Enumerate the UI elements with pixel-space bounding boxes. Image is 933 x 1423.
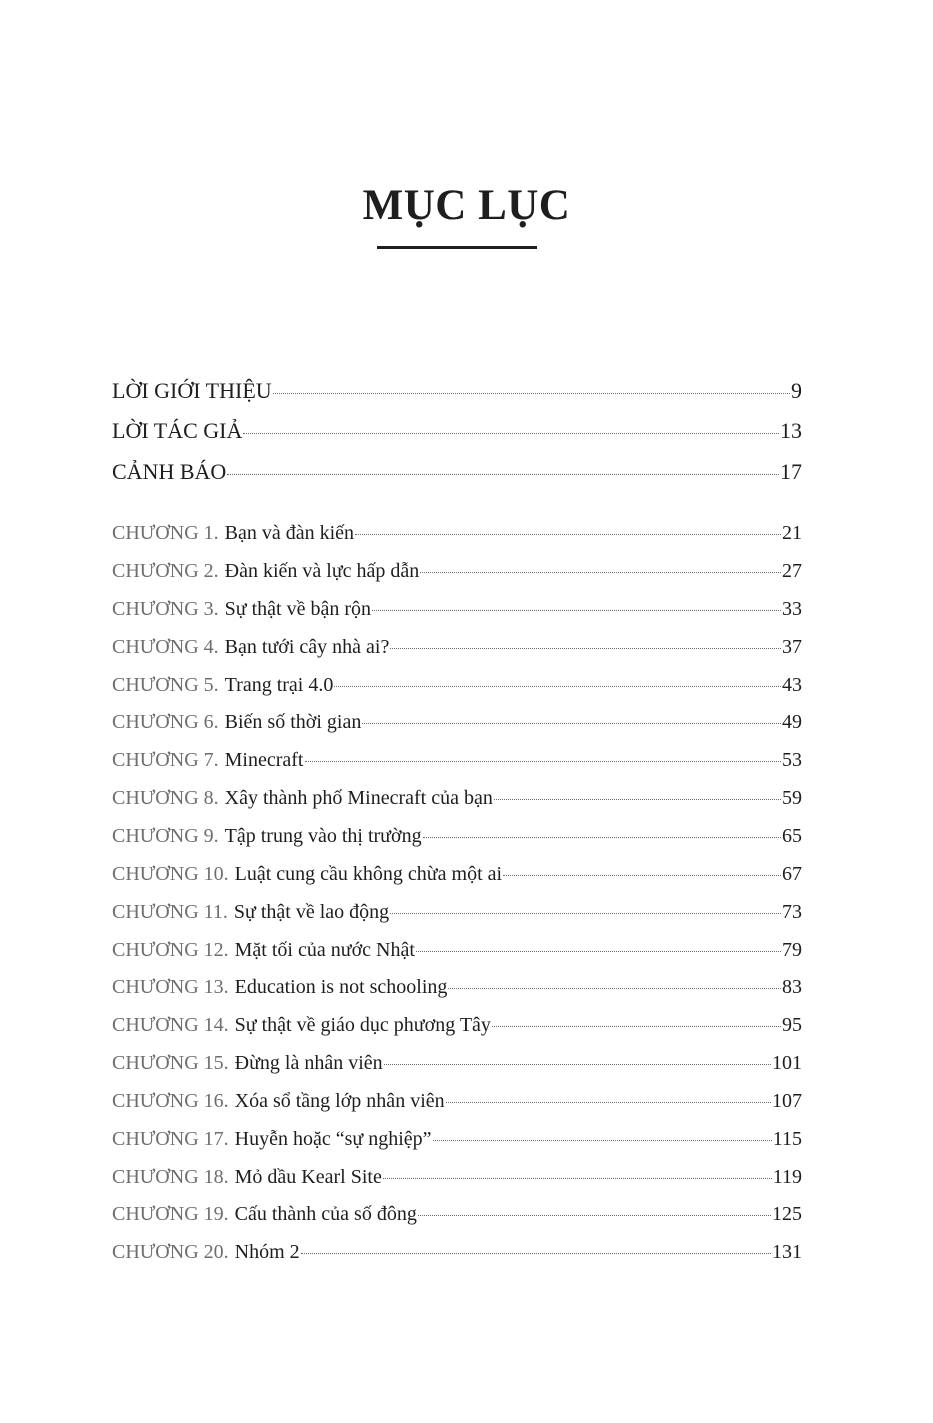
chapter-title: Đừng là nhân viên [234, 1052, 383, 1074]
page-number: 43 [782, 674, 802, 696]
toc-entry-introduction[interactable] [112, 375, 802, 407]
chapter-number: CHƯƠNG 15. [112, 1052, 229, 1074]
dot-leader [355, 534, 781, 535]
entry-title: LỜI GIỚI THIỆU [112, 378, 272, 403]
toc-entry-chapter-20[interactable] [112, 1237, 802, 1267]
chapter-title: Sự thật về giáo dục phương Tây [234, 1014, 491, 1036]
chapter-title: Luật cung cầu không chừa một ai [234, 863, 503, 885]
toc-entry-chapter-1[interactable] [112, 518, 802, 548]
chapter-number: CHƯƠNG 9. [112, 825, 219, 847]
chapter-number: CHƯƠNG 5. [112, 674, 219, 696]
chapter-title: Mỏ dầu Kearl Site [234, 1166, 382, 1188]
page-number: 67 [782, 863, 802, 885]
entry-title: LỜI TÁC GIẢ [112, 418, 243, 443]
toc-entry-chapter-14[interactable] [112, 1010, 802, 1040]
toc-entry-chapter-17[interactable] [112, 1124, 802, 1154]
chapter-title: Minecraft [224, 749, 304, 771]
chapter-title: Cấu thành của số đông [234, 1203, 417, 1225]
page-title: MỤC LỤC [362, 182, 571, 229]
page-number: 13 [780, 418, 802, 443]
page-number: 21 [782, 522, 802, 544]
page-number: 131 [772, 1241, 802, 1263]
chapter-title: Trang trại 4.0 [224, 674, 334, 696]
page-number: 79 [782, 939, 802, 961]
chapter-number: CHƯƠNG 16. [112, 1090, 229, 1112]
toc-entry-chapter-3[interactable] [112, 594, 802, 624]
chapter-number: CHƯƠNG 11. [112, 901, 228, 923]
chapter-number: CHƯƠNG 20. [112, 1241, 229, 1263]
dot-leader [423, 837, 781, 838]
chapter-number: CHƯƠNG 6. [112, 711, 219, 733]
chapter-title: Xây thành phố Minecraft của bạn [224, 787, 493, 809]
chapter-number: CHƯƠNG 1. [112, 522, 219, 544]
page-number: 73 [782, 901, 802, 923]
chapter-number: CHƯƠNG 7. [112, 749, 219, 771]
entry-title: CẢNH BÁO [112, 459, 227, 484]
dot-leader [420, 572, 781, 573]
toc-entry-warning[interactable] [112, 456, 802, 488]
page-number: 119 [772, 1166, 802, 1188]
dot-leader [492, 1026, 781, 1027]
dot-leader [383, 1178, 772, 1179]
chapter-number: CHƯƠNG 17. [112, 1128, 229, 1150]
toc-entry-chapter-8[interactable] [112, 783, 802, 813]
page-number: 115 [772, 1128, 802, 1150]
toc-entry-chapter-12[interactable] [112, 935, 802, 965]
toc-entry-chapter-11[interactable] [112, 897, 802, 927]
page-number: 83 [782, 976, 802, 998]
toc-entry-chapter-4[interactable] [112, 632, 802, 662]
toc-entry-chapter-19[interactable] [112, 1199, 802, 1229]
chapter-number: CHƯƠNG 4. [112, 636, 219, 658]
dot-leader [433, 1140, 772, 1141]
chapter-number: CHƯƠNG 12. [112, 939, 229, 961]
toc-entry-chapter-18[interactable] [112, 1162, 802, 1192]
chapter-title: Biến số thời gian [224, 711, 362, 733]
dot-leader [390, 913, 781, 914]
page-number: 65 [782, 825, 802, 847]
chapter-title: Sự thật về bận rộn [224, 598, 372, 620]
toc-entry-chapter-10[interactable] [112, 859, 802, 889]
title-underline [377, 246, 537, 249]
page-number: 125 [772, 1203, 802, 1225]
chapter-number: CHƯƠNG 3. [112, 598, 219, 620]
dot-leader [494, 799, 781, 800]
dot-leader [243, 433, 779, 434]
chapter-number: CHƯƠNG 13. [112, 976, 229, 998]
chapter-title: Bạn và đàn kiến [224, 522, 355, 544]
page-number: 107 [772, 1090, 802, 1112]
toc-entry-chapter-9[interactable] [112, 821, 802, 851]
page-number: 49 [782, 711, 802, 733]
page-number: 59 [782, 787, 802, 809]
page-number: 53 [782, 749, 802, 771]
page-number: 27 [782, 560, 802, 582]
toc-entry-chapter-15[interactable] [112, 1048, 802, 1078]
dot-leader [305, 761, 782, 762]
chapter-title: Xóa sổ tầng lớp nhân viên [234, 1090, 445, 1112]
chapter-number: CHƯƠNG 18. [112, 1166, 229, 1188]
chapter-number: CHƯƠNG 2. [112, 560, 219, 582]
toc-entry-chapter-16[interactable] [112, 1086, 802, 1116]
dot-leader [446, 1102, 771, 1103]
dot-leader [448, 988, 781, 989]
toc-entry-chapter-13[interactable] [112, 972, 802, 1002]
dot-leader [301, 1253, 771, 1254]
dot-leader [416, 951, 781, 952]
dot-leader [227, 474, 779, 475]
dot-leader [273, 393, 790, 394]
page-number: 37 [782, 636, 802, 658]
chapter-title: Mặt tối của nước Nhật [234, 939, 415, 961]
chapter-title: Bạn tưới cây nhà ai? [224, 636, 390, 658]
dot-leader [362, 723, 781, 724]
chapter-number: CHƯƠNG 14. [112, 1014, 229, 1036]
page-number: 17 [780, 459, 802, 484]
chapter-number: CHƯƠNG 19. [112, 1203, 229, 1225]
chapter-title: Nhóm 2 [234, 1241, 300, 1263]
chapter-title: Education is not schooling [234, 976, 448, 998]
dot-leader [372, 610, 781, 611]
toc-entry-chapter-6[interactable] [112, 707, 802, 737]
toc-entry-chapter-5[interactable] [112, 670, 802, 700]
chapter-title: Đàn kiến và lực hấp dẫn [224, 560, 420, 582]
page-number: 101 [772, 1052, 802, 1074]
toc-entry-author-note[interactable] [112, 415, 802, 447]
dot-leader [384, 1064, 771, 1065]
chapter-title: Sự thật về lao động [233, 901, 390, 923]
chapter-number: CHƯƠNG 10. [112, 863, 229, 885]
page-number: 9 [791, 378, 802, 403]
dot-leader [334, 686, 781, 687]
chapter-title: Tập trung vào thị trường [224, 825, 422, 847]
toc-entry-chapter-2[interactable] [112, 556, 802, 586]
dot-leader [418, 1215, 771, 1216]
dot-leader [503, 875, 781, 876]
page-number: 33 [782, 598, 802, 620]
toc-entry-chapter-7[interactable] [112, 745, 802, 775]
chapter-number: CHƯƠNG 8. [112, 787, 219, 809]
chapter-title: Huyễn hoặc “sự nghiệp” [234, 1128, 432, 1150]
dot-leader [390, 648, 781, 649]
page-number: 95 [782, 1014, 802, 1036]
